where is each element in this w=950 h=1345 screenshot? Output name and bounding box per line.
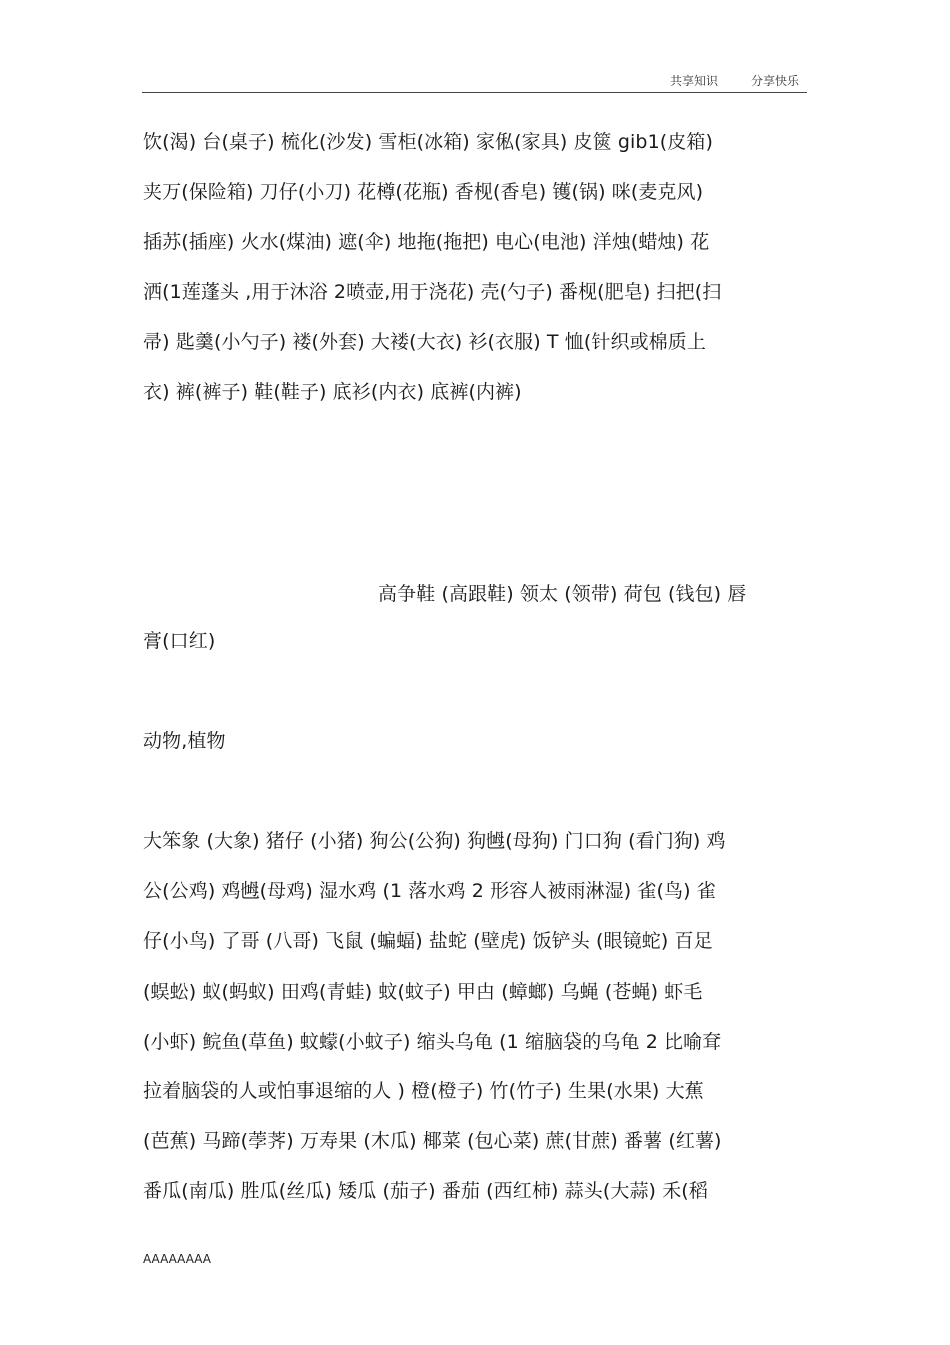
text-line: 饮(渴) 台(桌子) 梳化(沙发) 雪柜(冰箱) 家俬(家具) 皮篋 gib1(皮箱) xyxy=(143,131,713,153)
text-line: 衣) 裤(裤子) 鞋(鞋子) 底衫(内衣) 底裤(内裤) xyxy=(143,381,522,403)
page-footer: AAAAAAAA xyxy=(143,1252,212,1266)
text-line: 膏(口红) xyxy=(143,630,216,652)
text-line: 夹万(保险箱) 刀仔(小刀) 花樽(花瓶) 香枧(香皂) 镬(锅) 咪(麦克风) xyxy=(143,181,704,203)
header-left-text: 共享知识 xyxy=(670,74,719,88)
section-title: 动物,植物 xyxy=(143,730,226,752)
text-line: (蜈蚣) 蚁(蚂蚁) 田鸡(青蛙) 蚊(蚊子) 甲甴 (蟑螂) 乌蝇 (苍蝇) 虾毛 xyxy=(143,981,703,1003)
text-line: 公(公鸡) 鸡乸(母鸡) 湿水鸡 (1 落水鸡 2 形容人被雨淋湿) 雀(鸟) 雀 xyxy=(143,880,716,902)
text-line: 番瓜(南瓜) 胜瓜(丝瓜) 矮瓜 (茄子) 番茄 (西红柿) 蒜头(大蒜) 禾(稻 xyxy=(143,1180,708,1202)
page-header xyxy=(142,70,807,93)
text-line: 仔(小鸟) 了哥 (八哥) 飞鼠 (蝙蝠) 盐蛇 (壁虎) 饭铲头 (眼镜蛇) 百足 xyxy=(143,930,713,952)
text-line: 洒(1莲蓬头 ,用于沐浴 2喷壶,用于浇花) 壳(勺子) 番枧(肥皂) 扫把(扫 xyxy=(143,281,722,303)
text-line: 大笨象 (大象) 猪仔 (小猪) 狗公(公狗) 狗乸(母狗) 门口狗 (看门狗) 鸡 xyxy=(143,830,726,852)
text-line: 高争鞋 (高跟鞋) 领太 (领带) 荷包 (钱包) 唇 xyxy=(378,583,747,605)
text-line: (芭蕉) 马蹄(荸荠) 万寿果 (木瓜) 椰菜 (包心菜) 蔗(甘蔗) 番薯 (红薯) xyxy=(143,1130,722,1152)
text-line: 拉着脑袋的人或怕事退缩的人 ) 橙(橙子) 竹(竹子) 生果(水果) 大蕉 xyxy=(143,1080,704,1102)
text-line: 插苏(插座) 火水(煤油) 遮(伞) 地拖(拖把) 电心(电池) 洋烛(蜡烛) 花 xyxy=(143,231,710,253)
text-line: 帚) 匙羹(小勺子) 褛(外套) 大褛(大衣) 衫(衣服) T 恤(针织或棉质上 xyxy=(143,331,706,353)
header-right-text: 分享快乐 xyxy=(751,74,800,88)
text-line: (小虾) 鲩鱼(草鱼) 蚊蠓(小蚊子) 缩头乌龟 (1 缩脑袋的乌龟 2 比喻耷 xyxy=(143,1031,722,1053)
